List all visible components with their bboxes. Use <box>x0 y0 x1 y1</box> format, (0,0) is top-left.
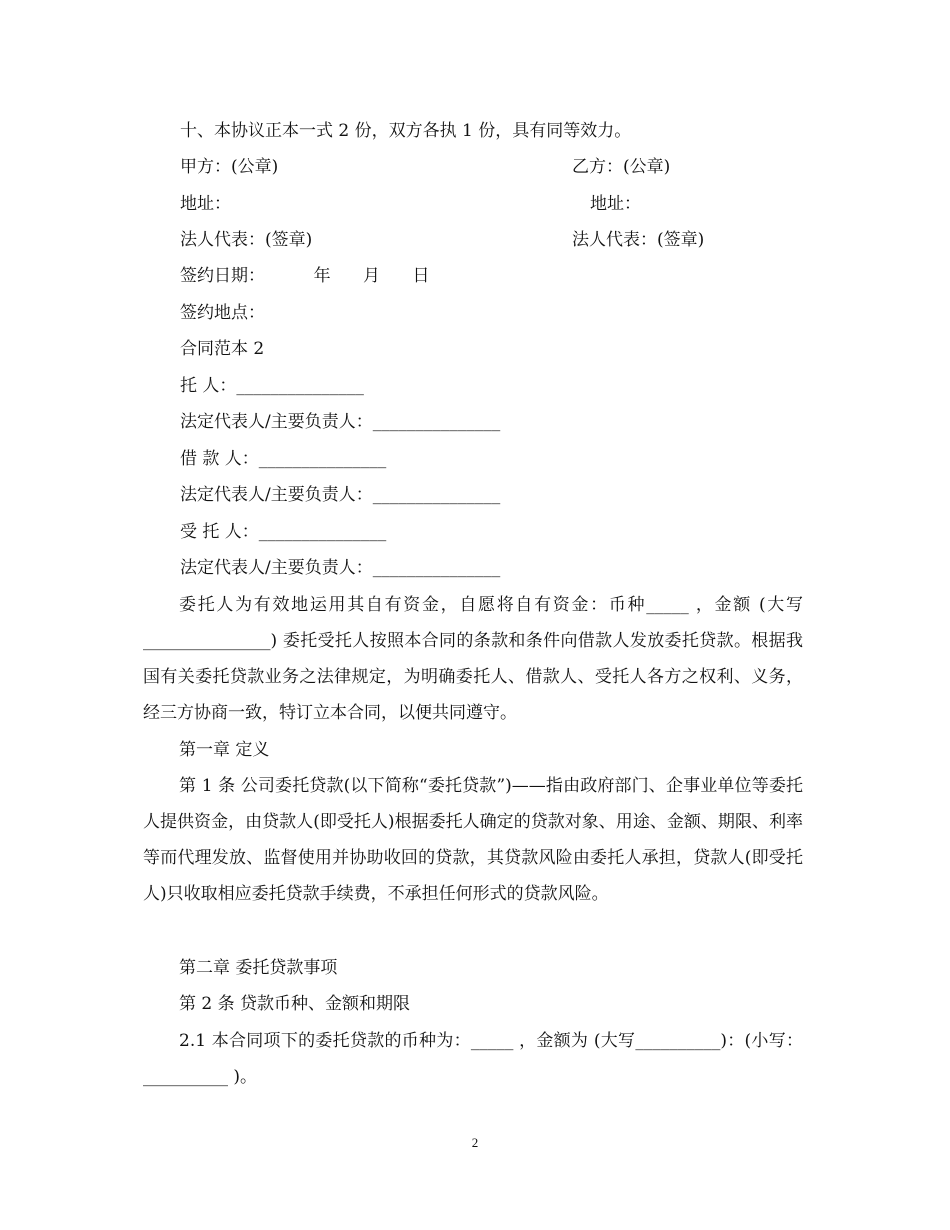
trustee-field: 受 托 人：_______________ <box>180 522 387 542</box>
signing-place: 签约地点： <box>180 303 265 323</box>
clause-ten: 十、本协议正本一式 2 份，双方各执 1 份，具有同等效力。 <box>180 121 632 141</box>
chapter-one-heading: 第一章 定义 <box>179 740 270 760</box>
entrustor-representative-field: 法定代表人/主要负责人：_______________ <box>180 412 501 432</box>
article-two-one-paragraph: 2.1 本合同项下的委托贷款的币种为：_____ ，金额为 (大写__________)：(小写：__________ )。 <box>143 1031 803 1087</box>
preamble-paragraph: 委托人为有效地运用其自有资金，自愿将自有资金：币种_____ ，金额 (大写 _______________) 委托受托人按照本合同的条款和条件向借款人发放委托贷款。根据我国有关委托贷款业务之法律规定，为明确委托人、借款人、受托人各方之权利、义务，经三方协商一致，特订立本合同，以便共同遵守。 <box>143 595 803 723</box>
party-a-address: 地址： <box>180 194 231 214</box>
borrower-field: 借 款 人：_______________ <box>180 449 387 469</box>
party-b-seal: 乙方：(公章) <box>572 157 671 177</box>
party-b-address: 地址： <box>590 194 641 214</box>
page-number: 2 <box>471 1135 479 1150</box>
entrustor-field: 托 人：_______________ <box>180 376 364 396</box>
chapter-two-heading: 第二章 委托贷款事项 <box>179 958 338 978</box>
article-two-heading: 第 2 条 贷款币种、金额和期限 <box>179 994 411 1014</box>
article-one-paragraph: 第 1 条 公司委托贷款(以下简称“委托贷款”)——指由政府部门、企事业单位等委托人提供资金，由贷款人(即受托人)根据委托人确定的贷款对象、用途、金额、期限、利率等而代理发放、监督使用并协助收回的贷款，其贷款风险由委托人承担，贷款人(即受托人)只收取相应委托贷款手续费，不承担任何形式的贷款风险。 <box>143 776 803 904</box>
party-b-representative: 法人代表：(签章) <box>572 230 705 250</box>
party-a-representative: 法人代表：(签章) <box>180 230 313 250</box>
party-a-seal: 甲方：(公章) <box>180 157 279 177</box>
trustee-representative-field: 法定代表人/主要负责人：_______________ <box>180 558 501 578</box>
contract-sample-heading: 合同范本 2 <box>180 339 265 359</box>
borrower-representative-field: 法定代表人/主要负责人：_______________ <box>180 485 501 505</box>
signing-date: 签约日期： 年 月 日 <box>180 266 430 286</box>
